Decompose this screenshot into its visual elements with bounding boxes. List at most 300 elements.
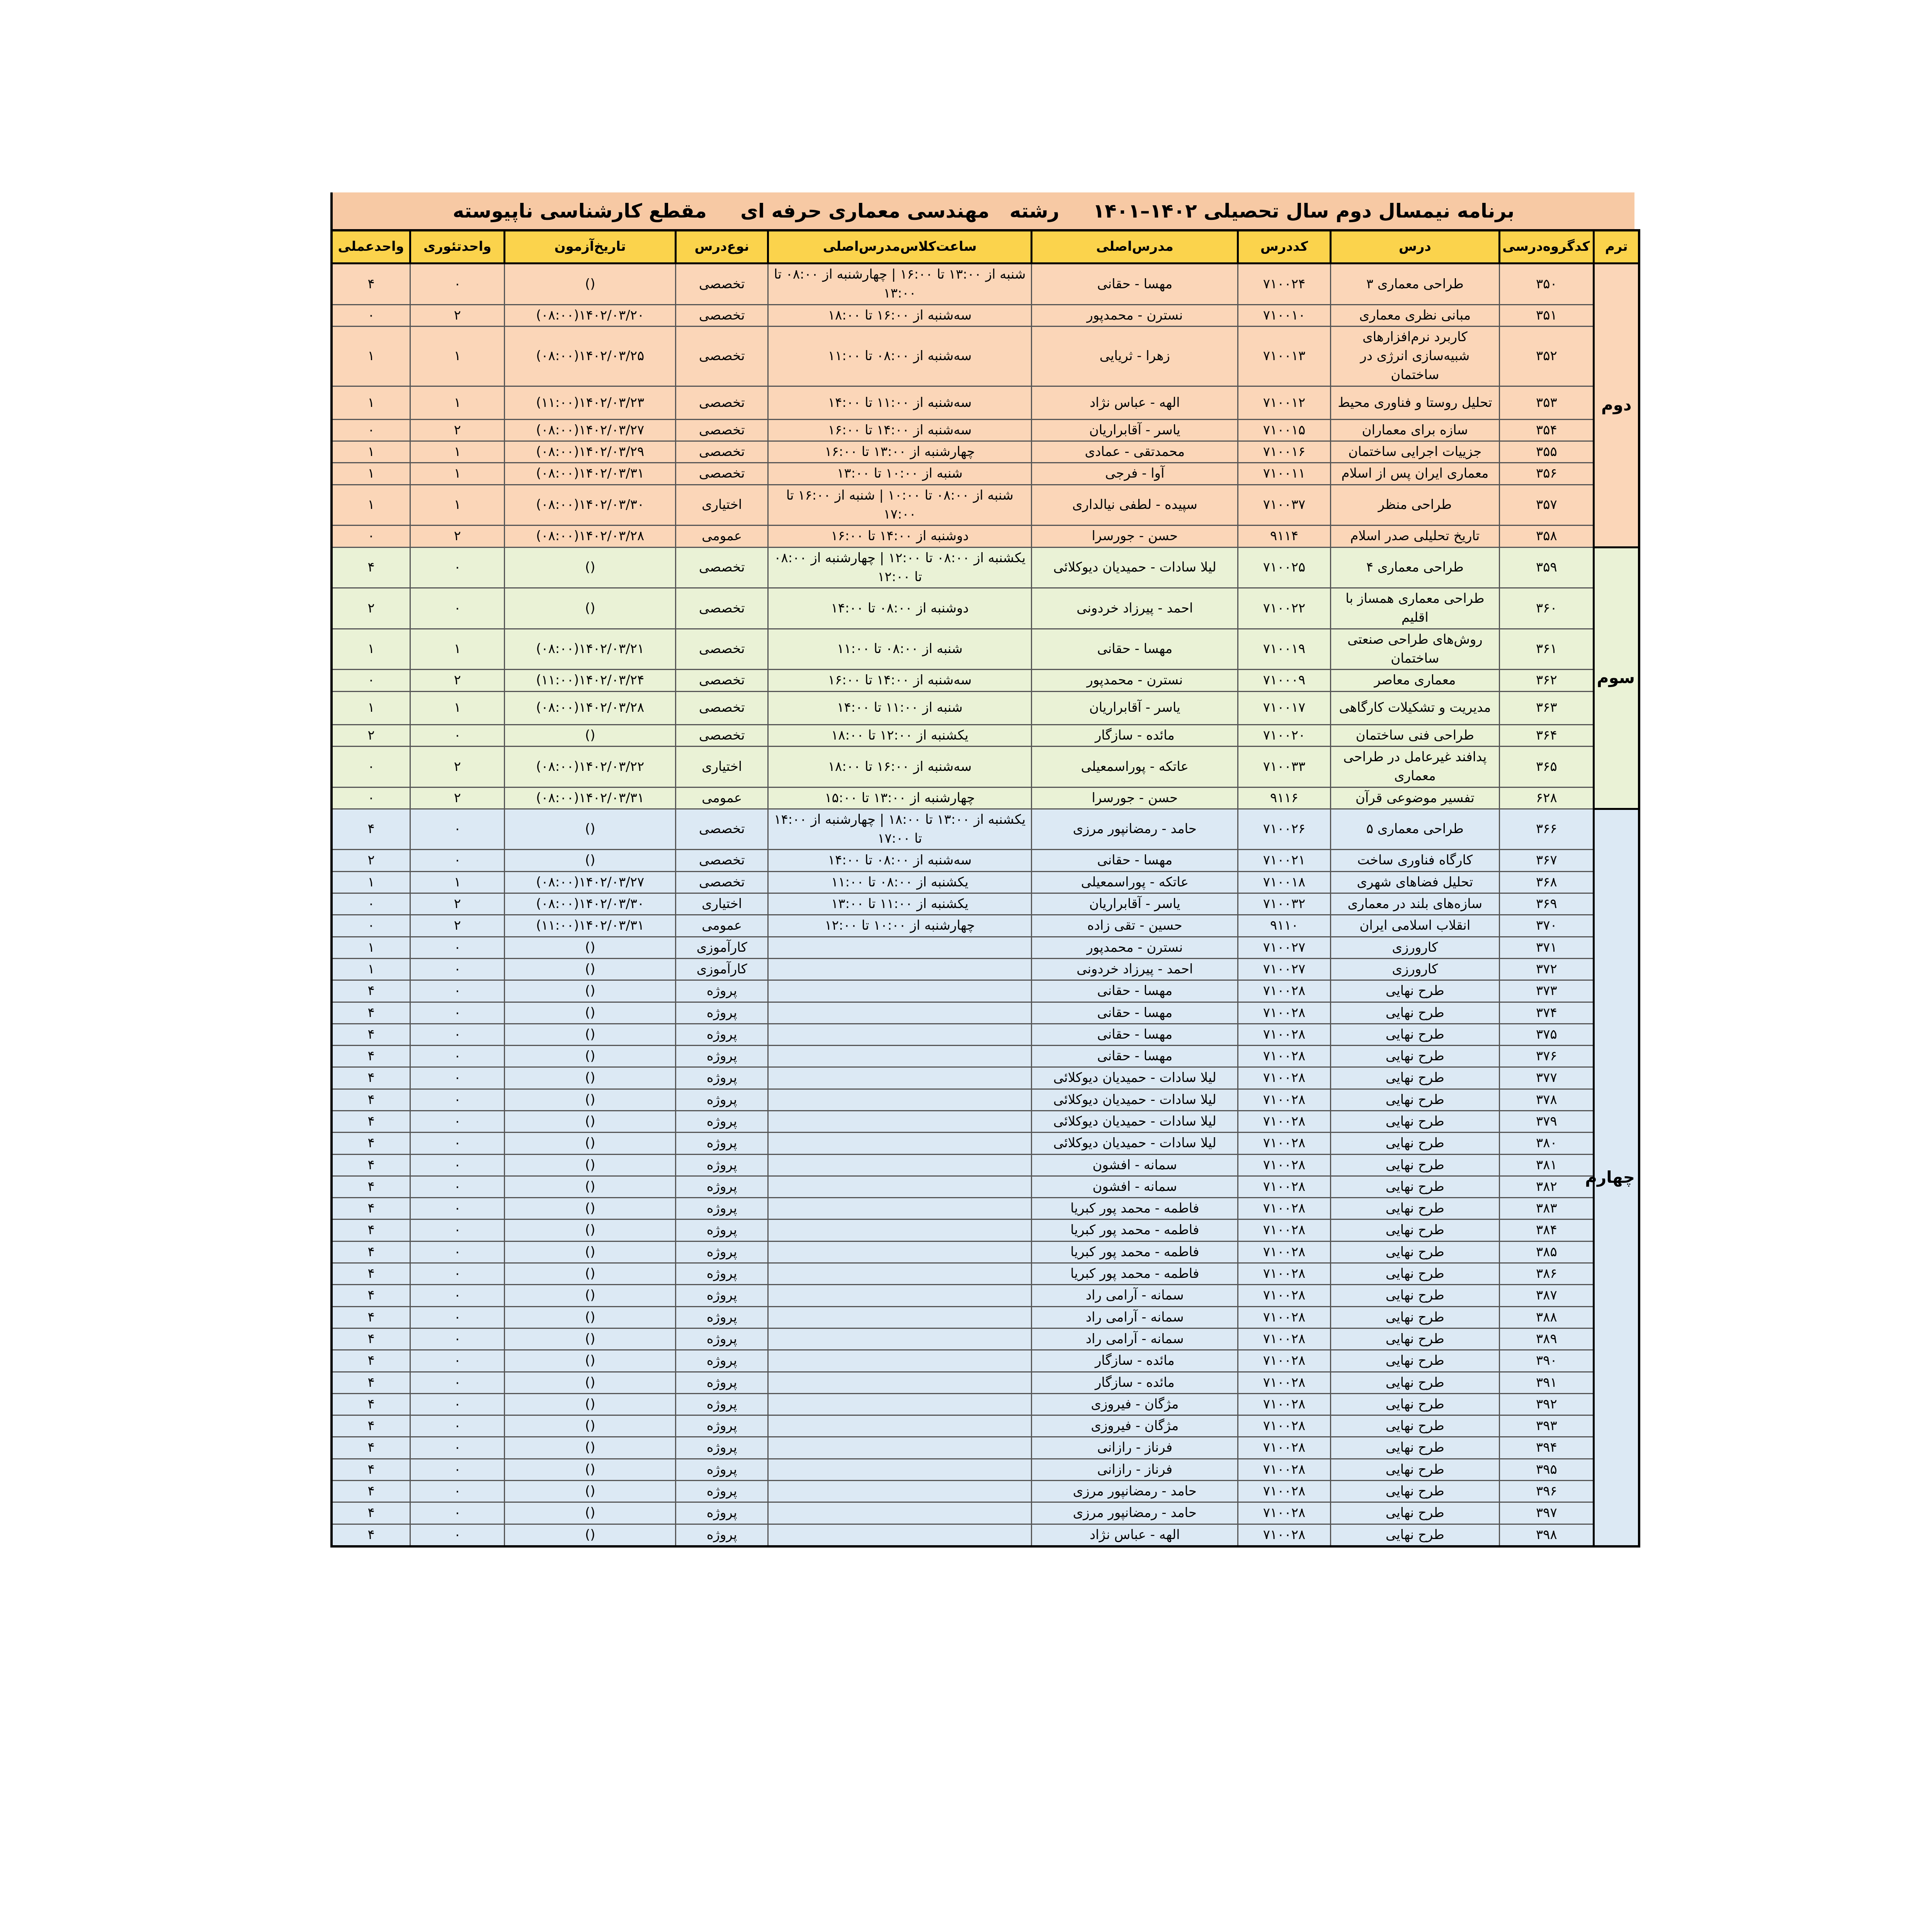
cell-time bbox=[768, 1263, 1032, 1285]
cell-exam: () bbox=[505, 1219, 676, 1241]
cell-theory: ۱ bbox=[410, 386, 505, 419]
cell-type: تخصصی bbox=[676, 850, 768, 871]
cell-practical: ۴ bbox=[332, 1372, 410, 1393]
cell-theory: ۰ bbox=[410, 1350, 505, 1372]
cell-type: پروژه bbox=[676, 1154, 768, 1176]
cell-course: طرح نهایی bbox=[1330, 1524, 1500, 1546]
schedule-body bbox=[332, 264, 1639, 1546]
cell-time bbox=[768, 958, 1032, 980]
cell-course: طرح نهایی bbox=[1330, 1111, 1500, 1132]
cell-type: تخصصی bbox=[676, 670, 768, 691]
cell-exam: () bbox=[505, 724, 676, 746]
cell-time: سه‌شنبه از ۱۶:۰۰ تا ۱۸:۰۰ bbox=[768, 304, 1032, 326]
table-row bbox=[332, 441, 1639, 463]
cell-code: ۷۱۰۰۲۸ bbox=[1238, 1393, 1330, 1415]
cell-practical: ۴ bbox=[332, 1067, 410, 1089]
cell-type: پروژه bbox=[676, 980, 768, 1002]
table-row bbox=[332, 1219, 1639, 1241]
cell-exam: () bbox=[505, 1263, 676, 1285]
cell-teacher: لیلا سادات - حمیدیان دیوکلائی bbox=[1032, 1067, 1238, 1089]
cell-exam: ۱۴۰۲/۰۳/۳۰(۰۸:۰۰) bbox=[505, 485, 676, 526]
table-row bbox=[332, 871, 1639, 893]
cell-course: تاریخ تحلیلی صدر اسلام bbox=[1330, 526, 1500, 547]
cell-time bbox=[768, 1350, 1032, 1372]
cell-teacher: احمد - پیرزاد خردونی bbox=[1032, 958, 1238, 980]
cell-teacher: مژگان - فیروزی bbox=[1032, 1415, 1238, 1437]
cell-theory: ۰ bbox=[410, 1198, 505, 1219]
cell-theory: ۰ bbox=[410, 1133, 505, 1154]
cell-course: طرح نهایی bbox=[1330, 1437, 1500, 1459]
cell-theory: ۰ bbox=[410, 547, 505, 588]
cell-practical: ۴ bbox=[332, 980, 410, 1002]
cell-exam: () bbox=[505, 937, 676, 958]
cell-time bbox=[768, 1024, 1032, 1045]
header-row bbox=[332, 230, 1639, 264]
col-header-course: درس bbox=[1330, 230, 1500, 264]
cell-theory: ۰ bbox=[410, 264, 505, 305]
cell-time bbox=[768, 1306, 1032, 1328]
cell-practical: ۲ bbox=[332, 588, 410, 629]
cell-code: ۷۱۰۰۲۸ bbox=[1238, 1002, 1330, 1024]
cell-exam: ۱۴۰۲/۰۳/۲۰(۰۸:۰۰) bbox=[505, 304, 676, 326]
cell-code: ۷۱۰۰۱۸ bbox=[1238, 871, 1330, 893]
cell-practical: ۴ bbox=[332, 1285, 410, 1306]
cell-time: سه‌شنبه از ۱۶:۰۰ تا ۱۸:۰۰ bbox=[768, 746, 1032, 787]
col-header-theory: واحدتئوری bbox=[410, 230, 505, 264]
cell-exam: () bbox=[505, 1067, 676, 1089]
cell-course: طرح نهایی bbox=[1330, 1350, 1500, 1372]
col-header-teacher: مدرس‌اصلی bbox=[1032, 230, 1238, 264]
cell-exam: ۱۴۰۲/۰۳/۳۱(۰۸:۰۰) bbox=[505, 463, 676, 485]
cell-course: تفسیر موضوعی قرآن bbox=[1330, 787, 1500, 809]
cell-time bbox=[768, 1241, 1032, 1263]
cell-teacher: مائده - سازگار bbox=[1032, 1372, 1238, 1393]
cell-practical: ۰ bbox=[332, 304, 410, 326]
cell-type: پروژه bbox=[676, 1415, 768, 1437]
cell-exam: ۱۴۰۲/۰۳/۲۸(۰۸:۰۰) bbox=[505, 691, 676, 724]
cell-practical: ۴ bbox=[332, 1393, 410, 1415]
cell-time: شنبه از ۱۱:۰۰ تا ۱۴:۰۰ bbox=[768, 691, 1032, 724]
table-row bbox=[332, 264, 1639, 305]
page-title bbox=[330, 192, 1634, 229]
cell-time: سه‌شنبه از ۰۸:۰۰ تا ۱۱:۰۰ bbox=[768, 326, 1032, 386]
cell-theory: ۱ bbox=[410, 441, 505, 463]
cell-practical: ۰ bbox=[332, 915, 410, 937]
cell-group: ۳۹۷ bbox=[1500, 1502, 1594, 1524]
cell-practical: ۰ bbox=[332, 670, 410, 691]
cell-time bbox=[768, 1176, 1032, 1197]
cell-code: ۷۱۰۰۲۸ bbox=[1238, 1089, 1330, 1111]
cell-course: طرح نهایی bbox=[1330, 1046, 1500, 1067]
table-row bbox=[332, 1481, 1639, 1502]
cell-exam: () bbox=[505, 1306, 676, 1328]
cell-course: طرح نهایی bbox=[1330, 1198, 1500, 1219]
cell-code: ۷۱۰۰۲۲ bbox=[1238, 588, 1330, 629]
cell-theory: ۰ bbox=[410, 1067, 505, 1089]
col-header-group: کدگروه‌درسی bbox=[1500, 230, 1594, 264]
cell-group: ۳۷۰ bbox=[1500, 915, 1594, 937]
cell-time bbox=[768, 1198, 1032, 1219]
cell-teacher: مهسا - حقانی bbox=[1032, 264, 1238, 305]
cell-course: طرح نهایی bbox=[1330, 1154, 1500, 1176]
cell-time: چهارشنبه از ۱۳:۰۰ تا ۱۶:۰۰ bbox=[768, 441, 1032, 463]
cell-practical: ۴ bbox=[332, 1024, 410, 1045]
cell-teacher: مائده - سازگار bbox=[1032, 724, 1238, 746]
cell-theory: ۲ bbox=[410, 787, 505, 809]
cell-code: ۷۱۰۰۲۸ bbox=[1238, 1285, 1330, 1306]
schedule-table bbox=[330, 229, 1640, 1548]
cell-exam: () bbox=[505, 1502, 676, 1524]
cell-course: معماری معاصر bbox=[1330, 670, 1500, 691]
cell-teacher: زهرا - ثریایی bbox=[1032, 326, 1238, 386]
cell-time: چهارشنبه از ۱۰:۰۰ تا ۱۲:۰۰ bbox=[768, 915, 1032, 937]
cell-group: ۶۲۸ bbox=[1500, 787, 1594, 809]
cell-code: ۹۱۱۴ bbox=[1238, 526, 1330, 547]
cell-course: طرح نهایی bbox=[1330, 1415, 1500, 1437]
cell-practical: ۴ bbox=[332, 1111, 410, 1132]
cell-theory: ۰ bbox=[410, 1285, 505, 1306]
cell-theory: ۰ bbox=[410, 1328, 505, 1350]
cell-code: ۷۱۰۰۲۸ bbox=[1238, 1350, 1330, 1372]
cell-exam: () bbox=[505, 1198, 676, 1219]
table-row bbox=[332, 893, 1639, 915]
cell-course: تحلیل فضاهای شهری bbox=[1330, 871, 1500, 893]
cell-type: پروژه bbox=[676, 1219, 768, 1241]
table-row bbox=[332, 463, 1639, 485]
cell-teacher: نسترن - محمدپور bbox=[1032, 670, 1238, 691]
cell-course: مدیریت و تشکیلات کارگاهی bbox=[1330, 691, 1500, 724]
cell-practical: ۱ bbox=[332, 463, 410, 485]
cell-practical: ۴ bbox=[332, 1089, 410, 1111]
cell-time: سه‌شنبه از ۱۴:۰۰ تا ۱۶:۰۰ bbox=[768, 419, 1032, 441]
cell-type: اختیاری bbox=[676, 893, 768, 915]
cell-type: تخصصی bbox=[676, 264, 768, 305]
cell-group: ۳۵۰ bbox=[1500, 264, 1594, 305]
table-row bbox=[332, 1111, 1639, 1132]
cell-course: طرح نهایی bbox=[1330, 1133, 1500, 1154]
cell-theory: ۰ bbox=[410, 588, 505, 629]
table-row bbox=[332, 1524, 1639, 1546]
cell-type: عمومی bbox=[676, 526, 768, 547]
cell-practical: ۴ bbox=[332, 1328, 410, 1350]
cell-theory: ۲ bbox=[410, 526, 505, 547]
term-label: سوم bbox=[1594, 547, 1639, 809]
cell-exam: () bbox=[505, 1241, 676, 1263]
cell-type: پروژه bbox=[676, 1046, 768, 1067]
cell-theory: ۰ bbox=[410, 1437, 505, 1459]
term-label: چهارم bbox=[1594, 809, 1639, 1546]
cell-type: تخصصی bbox=[676, 547, 768, 588]
cell-theory: ۰ bbox=[410, 1176, 505, 1197]
cell-practical: ۱ bbox=[332, 386, 410, 419]
cell-exam: ۱۴۰۲/۰۳/۲۷(۰۸:۰۰) bbox=[505, 871, 676, 893]
cell-exam: ۱۴۰۲/۰۳/۲۱(۰۸:۰۰) bbox=[505, 629, 676, 670]
cell-time bbox=[768, 1415, 1032, 1437]
cell-time: سه‌شنبه از ۱۴:۰۰ تا ۱۶:۰۰ bbox=[768, 670, 1032, 691]
cell-course: مبانی نظری معماری bbox=[1330, 304, 1500, 326]
cell-time bbox=[768, 1437, 1032, 1459]
cell-theory: ۱ bbox=[410, 485, 505, 526]
cell-group: ۳۵۲ bbox=[1500, 326, 1594, 386]
cell-time bbox=[768, 1111, 1032, 1132]
cell-type: تخصصی bbox=[676, 304, 768, 326]
cell-practical: ۰ bbox=[332, 526, 410, 547]
cell-code: ۷۱۰۰۲۸ bbox=[1238, 1154, 1330, 1176]
cell-course: طرح نهایی bbox=[1330, 1372, 1500, 1393]
cell-type: تخصصی bbox=[676, 326, 768, 386]
cell-group: ۳۸۹ bbox=[1500, 1328, 1594, 1350]
cell-group: ۳۶۹ bbox=[1500, 893, 1594, 915]
cell-exam: () bbox=[505, 850, 676, 871]
cell-teacher: حسن - جورسرا bbox=[1032, 787, 1238, 809]
cell-practical: ۴ bbox=[332, 1459, 410, 1480]
cell-teacher: سپیده - لطفی نیالداری bbox=[1032, 485, 1238, 526]
cell-group: ۳۷۸ bbox=[1500, 1089, 1594, 1111]
cell-theory: ۱ bbox=[410, 463, 505, 485]
cell-group: ۳۹۱ bbox=[1500, 1372, 1594, 1393]
cell-code: ۷۱۰۰۱۳ bbox=[1238, 326, 1330, 386]
cell-theory: ۰ bbox=[410, 958, 505, 980]
table-row bbox=[332, 746, 1639, 787]
cell-time bbox=[768, 937, 1032, 958]
cell-code: ۷۱۰۰۲۸ bbox=[1238, 1198, 1330, 1219]
cell-practical: ۴ bbox=[332, 1154, 410, 1176]
cell-type: پروژه bbox=[676, 1176, 768, 1197]
cell-type: پروژه bbox=[676, 1459, 768, 1480]
cell-exam: () bbox=[505, 1328, 676, 1350]
cell-time bbox=[768, 1481, 1032, 1502]
cell-time: یکشنبه از ۱۱:۰۰ تا ۱۳:۰۰ bbox=[768, 893, 1032, 915]
table-row bbox=[332, 1241, 1639, 1263]
cell-type: تخصصی bbox=[676, 809, 768, 850]
cell-time bbox=[768, 1285, 1032, 1306]
cell-teacher: الهه - عباس نژاد bbox=[1032, 386, 1238, 419]
table-row bbox=[332, 787, 1639, 809]
cell-type: پروژه bbox=[676, 1198, 768, 1219]
cell-code: ۷۱۰۰۲۴ bbox=[1238, 264, 1330, 305]
cell-type: تخصصی bbox=[676, 463, 768, 485]
cell-code: ۷۱۰۰۱۶ bbox=[1238, 441, 1330, 463]
cell-course: طرح نهایی bbox=[1330, 1502, 1500, 1524]
cell-type: پروژه bbox=[676, 1089, 768, 1111]
cell-course: پدافند غیرعامل در طراحی معماری bbox=[1330, 746, 1500, 787]
col-header-term: ترم bbox=[1594, 230, 1639, 264]
cell-code: ۷۱۰۰۳۷ bbox=[1238, 485, 1330, 526]
cell-exam: () bbox=[505, 1350, 676, 1372]
cell-time bbox=[768, 1046, 1032, 1067]
cell-practical: ۴ bbox=[332, 264, 410, 305]
cell-type: اختیاری bbox=[676, 485, 768, 526]
cell-practical: ۴ bbox=[332, 1133, 410, 1154]
cell-exam: ۱۴۰۲/۰۳/۳۱(۱۱:۰۰) bbox=[505, 915, 676, 937]
cell-type: عمومی bbox=[676, 787, 768, 809]
cell-theory: ۰ bbox=[410, 1502, 505, 1524]
cell-teacher: یاسر - آقابراریان bbox=[1032, 893, 1238, 915]
cell-practical: ۲ bbox=[332, 724, 410, 746]
cell-type: تخصصی bbox=[676, 871, 768, 893]
cell-theory: ۰ bbox=[410, 1089, 505, 1111]
cell-time bbox=[768, 1089, 1032, 1111]
cell-practical: ۱ bbox=[332, 629, 410, 670]
cell-theory: ۰ bbox=[410, 980, 505, 1002]
cell-time bbox=[768, 980, 1032, 1002]
cell-code: ۷۱۰۰۳۲ bbox=[1238, 893, 1330, 915]
term-label: دوم bbox=[1594, 264, 1639, 548]
cell-time bbox=[768, 1393, 1032, 1415]
cell-course: طرح نهایی bbox=[1330, 1176, 1500, 1197]
cell-exam: () bbox=[505, 1285, 676, 1306]
cell-code: ۷۱۰۰۱۵ bbox=[1238, 419, 1330, 441]
cell-theory: ۲ bbox=[410, 746, 505, 787]
cell-exam: () bbox=[505, 1393, 676, 1415]
table-row bbox=[332, 937, 1639, 958]
cell-theory: ۲ bbox=[410, 670, 505, 691]
cell-time: یکشنبه از ۰۸:۰۰ تا ۱۱:۰۰ bbox=[768, 871, 1032, 893]
cell-exam: ۱۴۰۲/۰۳/۲۴(۱۱:۰۰) bbox=[505, 670, 676, 691]
cell-practical: ۴ bbox=[332, 1350, 410, 1372]
cell-teacher: مهسا - حقانی bbox=[1032, 1024, 1238, 1045]
cell-teacher: نسترن - محمدپور bbox=[1032, 937, 1238, 958]
cell-practical: ۰ bbox=[332, 746, 410, 787]
cell-exam: ۱۴۰۲/۰۳/۲۲(۰۸:۰۰) bbox=[505, 746, 676, 787]
cell-exam: () bbox=[505, 264, 676, 305]
cell-course: طرح نهایی bbox=[1330, 1393, 1500, 1415]
cell-time: شنبه از ۰۸:۰۰ تا ۱۱:۰۰ bbox=[768, 629, 1032, 670]
cell-teacher: حامد - رمضانپور مرزی bbox=[1032, 1481, 1238, 1502]
cell-theory: ۰ bbox=[410, 724, 505, 746]
cell-theory: ۰ bbox=[410, 1024, 505, 1045]
cell-time: دوشنبه از ۰۸:۰۰ تا ۱۴:۰۰ bbox=[768, 588, 1032, 629]
cell-code: ۷۱۰۰۲۸ bbox=[1238, 1415, 1330, 1437]
cell-type: پروژه bbox=[676, 1133, 768, 1154]
cell-exam: () bbox=[505, 980, 676, 1002]
cell-exam: () bbox=[505, 1481, 676, 1502]
cell-code: ۷۱۰۰۲۸ bbox=[1238, 1046, 1330, 1067]
cell-type: کارآموزی bbox=[676, 958, 768, 980]
cell-exam: () bbox=[505, 958, 676, 980]
cell-course: طراحی معماری همساز با اقلیم bbox=[1330, 588, 1500, 629]
table-row bbox=[332, 1089, 1639, 1111]
cell-course: طراحی معماری ۴ bbox=[1330, 547, 1500, 588]
cell-theory: ۱ bbox=[410, 691, 505, 724]
table-row bbox=[332, 526, 1639, 547]
table-row bbox=[332, 1350, 1639, 1372]
cell-time bbox=[768, 1002, 1032, 1024]
cell-course: سازه برای معماران bbox=[1330, 419, 1500, 441]
cell-type: پروژه bbox=[676, 1306, 768, 1328]
cell-theory: ۰ bbox=[410, 937, 505, 958]
cell-code: ۷۱۰۰۱۰ bbox=[1238, 304, 1330, 326]
cell-teacher: مائده - سازگار bbox=[1032, 1350, 1238, 1372]
cell-teacher: نسترن - محمدپور bbox=[1032, 304, 1238, 326]
cell-teacher: لیلا سادات - حمیدیان دیوکلائی bbox=[1032, 1133, 1238, 1154]
cell-group: ۳۹۳ bbox=[1500, 1415, 1594, 1437]
cell-teacher: عاتکه - پوراسمعیلی bbox=[1032, 871, 1238, 893]
cell-teacher: مهسا - حقانی bbox=[1032, 1002, 1238, 1024]
cell-theory: ۰ bbox=[410, 1263, 505, 1285]
cell-group: ۳۵۳ bbox=[1500, 386, 1594, 419]
cell-course: طرح نهایی bbox=[1330, 1067, 1500, 1089]
cell-code: ۷۱۰۰۲۰ bbox=[1238, 724, 1330, 746]
cell-theory: ۲ bbox=[410, 419, 505, 441]
cell-type: تخصصی bbox=[676, 386, 768, 419]
col-header-practical: واحدعملی bbox=[332, 230, 410, 264]
cell-code: ۷۱۰۰۲۵ bbox=[1238, 547, 1330, 588]
cell-theory: ۰ bbox=[410, 1154, 505, 1176]
cell-teacher: سمانه - آرامی راد bbox=[1032, 1328, 1238, 1350]
cell-teacher: فرناز - رازانی bbox=[1032, 1459, 1238, 1480]
table-row bbox=[332, 1154, 1639, 1176]
cell-course: طرح نهایی bbox=[1330, 1002, 1500, 1024]
cell-practical: ۱ bbox=[332, 937, 410, 958]
col-header-type: نوع‌درس bbox=[676, 230, 768, 264]
cell-theory: ۰ bbox=[410, 1111, 505, 1132]
cell-teacher: احمد - پیرزاد خردونی bbox=[1032, 588, 1238, 629]
cell-time: یکشنبه از ۱۳:۰۰ تا ۱۸:۰۰ | چهارشنبه از ۱۴:۰۰ تا ۱۷:۰۰ bbox=[768, 809, 1032, 850]
cell-code: ۷۱۰۰۲۸ bbox=[1238, 1481, 1330, 1502]
cell-type: اختیاری bbox=[676, 746, 768, 787]
cell-practical: ۱ bbox=[332, 958, 410, 980]
cell-code: ۷۱۰۰۲۸ bbox=[1238, 1502, 1330, 1524]
table-row bbox=[332, 1024, 1639, 1045]
cell-exam: ۱۴۰۲/۰۳/۳۰(۰۸:۰۰) bbox=[505, 893, 676, 915]
cell-code: ۷۱۰۰۳۳ bbox=[1238, 746, 1330, 787]
cell-teacher: سمانه - افشون bbox=[1032, 1154, 1238, 1176]
cell-time bbox=[768, 1067, 1032, 1089]
cell-group: ۳۵۷ bbox=[1500, 485, 1594, 526]
cell-time bbox=[768, 1154, 1032, 1176]
cell-group: ۳۸۳ bbox=[1500, 1198, 1594, 1219]
cell-practical: ۱ bbox=[332, 871, 410, 893]
cell-teacher: فاطمه - محمد پور کبریا bbox=[1032, 1198, 1238, 1219]
cell-code: ۷۱۰۰۱۷ bbox=[1238, 691, 1330, 724]
table-row bbox=[332, 850, 1639, 871]
cell-group: ۳۵۱ bbox=[1500, 304, 1594, 326]
cell-time: یکشنبه از ۰۸:۰۰ تا ۱۲:۰۰ | چهارشنبه از ۰۸:۰۰ تا ۱۲:۰۰ bbox=[768, 547, 1032, 588]
cell-teacher: سمانه - آرامی راد bbox=[1032, 1306, 1238, 1328]
cell-exam: () bbox=[505, 1459, 676, 1480]
cell-teacher: یاسر - آقابراریان bbox=[1032, 691, 1238, 724]
cell-theory: ۲ bbox=[410, 915, 505, 937]
cell-practical: ۱ bbox=[332, 441, 410, 463]
cell-group: ۳۷۶ bbox=[1500, 1046, 1594, 1067]
cell-course: طرح نهایی bbox=[1330, 1285, 1500, 1306]
cell-practical: ۴ bbox=[332, 1437, 410, 1459]
cell-teacher: مهسا - حقانی bbox=[1032, 980, 1238, 1002]
cell-exam: () bbox=[505, 1111, 676, 1132]
cell-code: ۷۱۰۰۲۸ bbox=[1238, 1328, 1330, 1350]
cell-code: ۷۱۰۰۲۸ bbox=[1238, 1111, 1330, 1132]
cell-group: ۳۶۵ bbox=[1500, 746, 1594, 787]
cell-practical: ۴ bbox=[332, 547, 410, 588]
table-row bbox=[332, 1306, 1639, 1328]
cell-exam: () bbox=[505, 1154, 676, 1176]
col-header-code: کددرس bbox=[1238, 230, 1330, 264]
cell-theory: ۲ bbox=[410, 304, 505, 326]
cell-exam: () bbox=[505, 1372, 676, 1393]
cell-theory: ۰ bbox=[410, 850, 505, 871]
cell-practical: ۴ bbox=[332, 1502, 410, 1524]
cell-course: طرح نهایی bbox=[1330, 1306, 1500, 1328]
cell-type: تخصصی bbox=[676, 419, 768, 441]
cell-theory: ۰ bbox=[410, 1306, 505, 1328]
cell-time: شنبه از ۱۳:۰۰ تا ۱۶:۰۰ | چهارشنبه از ۰۸:۰۰ تا ۱۳:۰۰ bbox=[768, 264, 1032, 305]
table-row bbox=[332, 547, 1639, 588]
cell-course: معماری ایران پس از اسلام bbox=[1330, 463, 1500, 485]
cell-type: پروژه bbox=[676, 1502, 768, 1524]
cell-teacher: الهه - عباس نژاد bbox=[1032, 1524, 1238, 1546]
cell-exam: ۱۴۰۲/۰۳/۲۳(۱۱:۰۰) bbox=[505, 386, 676, 419]
